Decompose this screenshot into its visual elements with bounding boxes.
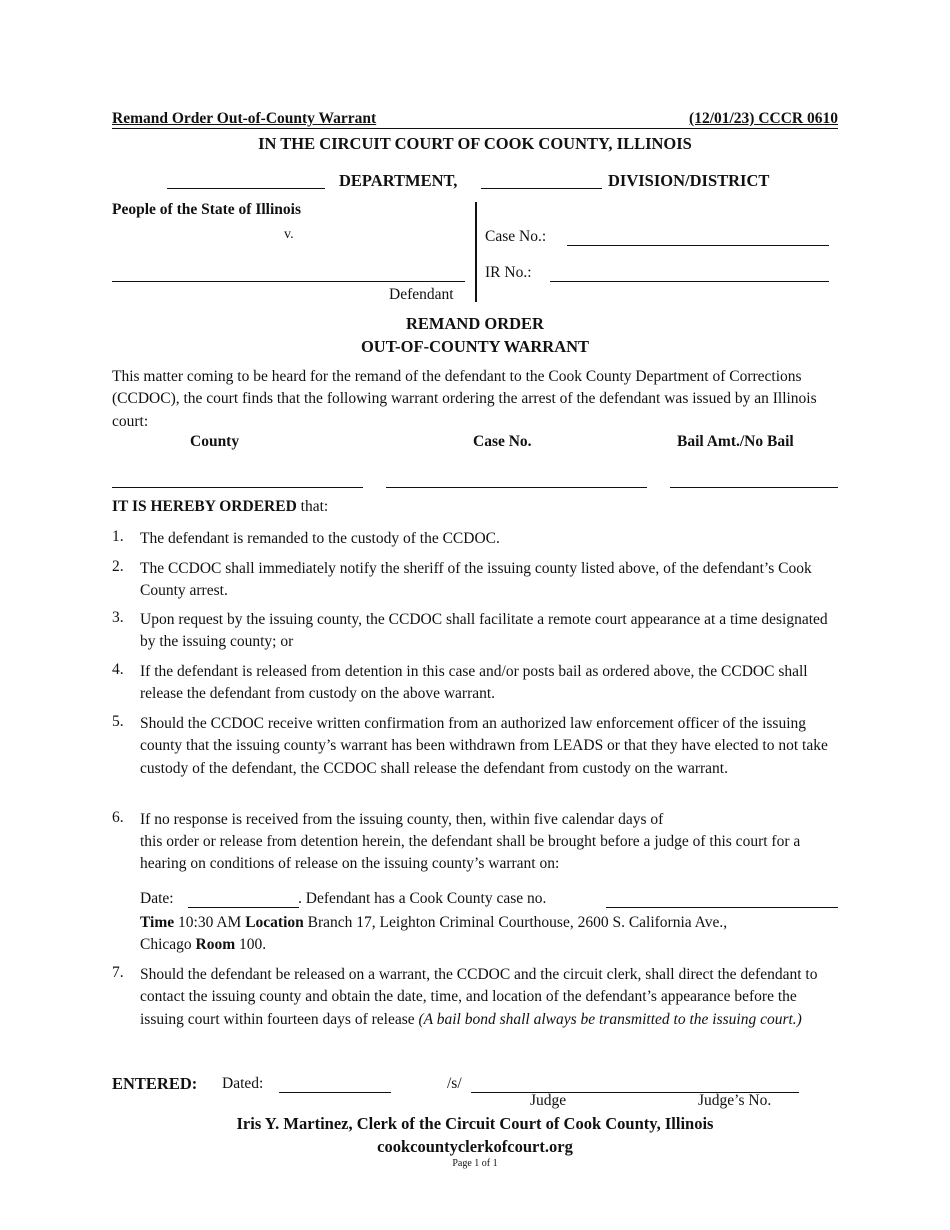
cook-county-case-no-blank[interactable] bbox=[606, 907, 838, 908]
item-7-main-text: Should the defendant be released on a warrant, the CCDOC and the circuit clerk, shall direct the defendant to contact the issuing county and obtain the date, time, and location of the defendant’s appearance before the issuing court within fourteen days of release bbox=[140, 966, 818, 1028]
entered-date-blank[interactable] bbox=[279, 1092, 391, 1093]
item-5-number: 5. bbox=[112, 713, 124, 730]
clerk-name: Iris Y. Martinez, Clerk of the Circuit Court of Cook County, Illinois bbox=[236, 1114, 714, 1133]
item-4-text: If the defendant is released from detention in this case and/or posts bail as ordered above, the CCDOC shall release the defendant from custody on the above warrant. bbox=[140, 663, 808, 703]
judge-number-label: Judge’s No. bbox=[698, 1092, 772, 1109]
caption-divider bbox=[475, 202, 477, 302]
order-title-line2: OUT-OF-COUNTY WARRANT bbox=[360, 337, 590, 356]
ir-no-blank[interactable] bbox=[550, 281, 829, 282]
order-title-line1: REMAND ORDER bbox=[406, 314, 544, 333]
item-7-italic-note: (A bail bond shall always be transmitted to the issuing court.) bbox=[418, 1010, 802, 1028]
form-code: (12/01/23) CCCR 0610 bbox=[689, 110, 838, 127]
county-column-header: County bbox=[190, 433, 240, 450]
judge-label: Judge bbox=[530, 1092, 567, 1109]
item-6-number: 6. bbox=[112, 809, 124, 826]
header-rule bbox=[112, 128, 838, 129]
item-6-line1: If no response is received from the issuing county, then, within five calendar days of bbox=[140, 811, 664, 828]
hearing-room-line bbox=[140, 934, 266, 956]
signature-prefix: /s/ bbox=[447, 1075, 462, 1092]
department-label: DEPARTMENT, bbox=[339, 171, 458, 190]
form-title: Remand Order Out-of-County Warrant bbox=[112, 110, 377, 127]
plaintiff-name: People of the State of Illinois bbox=[112, 201, 301, 218]
case-no-column-header: Case No. bbox=[473, 433, 532, 450]
clerk-website: cookcountyclerkofcourt.org bbox=[377, 1137, 573, 1156]
ordered-lead-rest: that: bbox=[296, 498, 329, 515]
hearing-date-label: Date: bbox=[140, 890, 174, 907]
page-number: Page 1 of 1 bbox=[452, 1158, 498, 1169]
item-1-number: 1. bbox=[112, 528, 124, 545]
hearing-time-location bbox=[140, 912, 727, 934]
defendant-label: Defendant bbox=[389, 286, 454, 303]
ir-no-label: IR No.: bbox=[485, 264, 532, 281]
case-no-blank[interactable] bbox=[567, 245, 829, 246]
item-1-text: The defendant is remanded to the custody of the CCDOC. bbox=[140, 530, 500, 547]
warrant-case-no-blank[interactable] bbox=[386, 487, 647, 488]
versus-text: v. bbox=[284, 227, 294, 242]
entered-label: ENTERED: bbox=[112, 1074, 198, 1093]
ordered-lead-bold: IT IS HEREBY ORDERED bbox=[112, 498, 297, 515]
hearing-case-no-text: . Defendant has a Cook County case no. bbox=[298, 890, 547, 907]
division-label: DIVISION/DISTRICT bbox=[608, 171, 770, 190]
room-value: 100. bbox=[235, 936, 267, 953]
time-value: 10:30 AM bbox=[174, 914, 246, 931]
dated-label: Dated: bbox=[222, 1075, 264, 1092]
item-3-text: Upon request by the issuing county, the CCDOC shall facilitate a remote court appearance at a time designated by the issuing county; or bbox=[140, 611, 828, 651]
item-3-number: 3. bbox=[112, 609, 124, 626]
bail-blank[interactable] bbox=[670, 487, 838, 488]
item-5-text: Should the CCDOC receive written confirmation from an authorized law enforcement officer of the issuing county that the issuing county’s warrant has been withdrawn from LEADS or that they have elected to not take custody of the defendant, the CCDOC shall release the defendant from custody on the warrant. bbox=[140, 715, 828, 777]
time-label: Time bbox=[140, 914, 175, 931]
item-7-number: 7. bbox=[112, 964, 124, 981]
location-value: Branch 17, Leighton Criminal Courthouse, 2600 S. California Ave., bbox=[303, 914, 728, 931]
item-4-number: 4. bbox=[112, 661, 124, 678]
location-label: Location bbox=[245, 914, 304, 931]
item-6-line2: this order or release from detention herein, the defendant shall be brought before a judge of this court for a hearing on conditions of release on the issuing county’s warrant on: bbox=[140, 833, 801, 873]
defendant-name-blank[interactable] bbox=[112, 281, 465, 282]
item-7-text bbox=[140, 964, 834, 1031]
ordered-lead bbox=[112, 498, 328, 516]
city-text: Chicago bbox=[140, 936, 196, 953]
hearing-date-blank[interactable] bbox=[188, 907, 299, 908]
room-label: Room bbox=[195, 936, 236, 953]
item-2-number: 2. bbox=[112, 558, 124, 575]
court-title: IN THE CIRCUIT COURT OF COOK COUNTY, ILLINOIS bbox=[258, 134, 692, 153]
item-2-text: The CCDOC shall immediately notify the sheriff of the issuing county listed above, of the defendant’s Cook County arrest. bbox=[140, 560, 812, 600]
department-blank[interactable] bbox=[167, 188, 325, 189]
bail-column-header: Bail Amt./No Bail bbox=[677, 433, 794, 450]
intro-paragraph: This matter coming to be heard for the remand of the defendant to the Cook County Department of Corrections (CCDOC), the court finds that the following warrant ordering the arrest of the defendant was issued by an Illinois court: bbox=[112, 368, 817, 430]
division-blank[interactable] bbox=[481, 188, 602, 189]
case-no-label: Case No.: bbox=[485, 228, 547, 245]
county-blank[interactable] bbox=[112, 487, 363, 488]
